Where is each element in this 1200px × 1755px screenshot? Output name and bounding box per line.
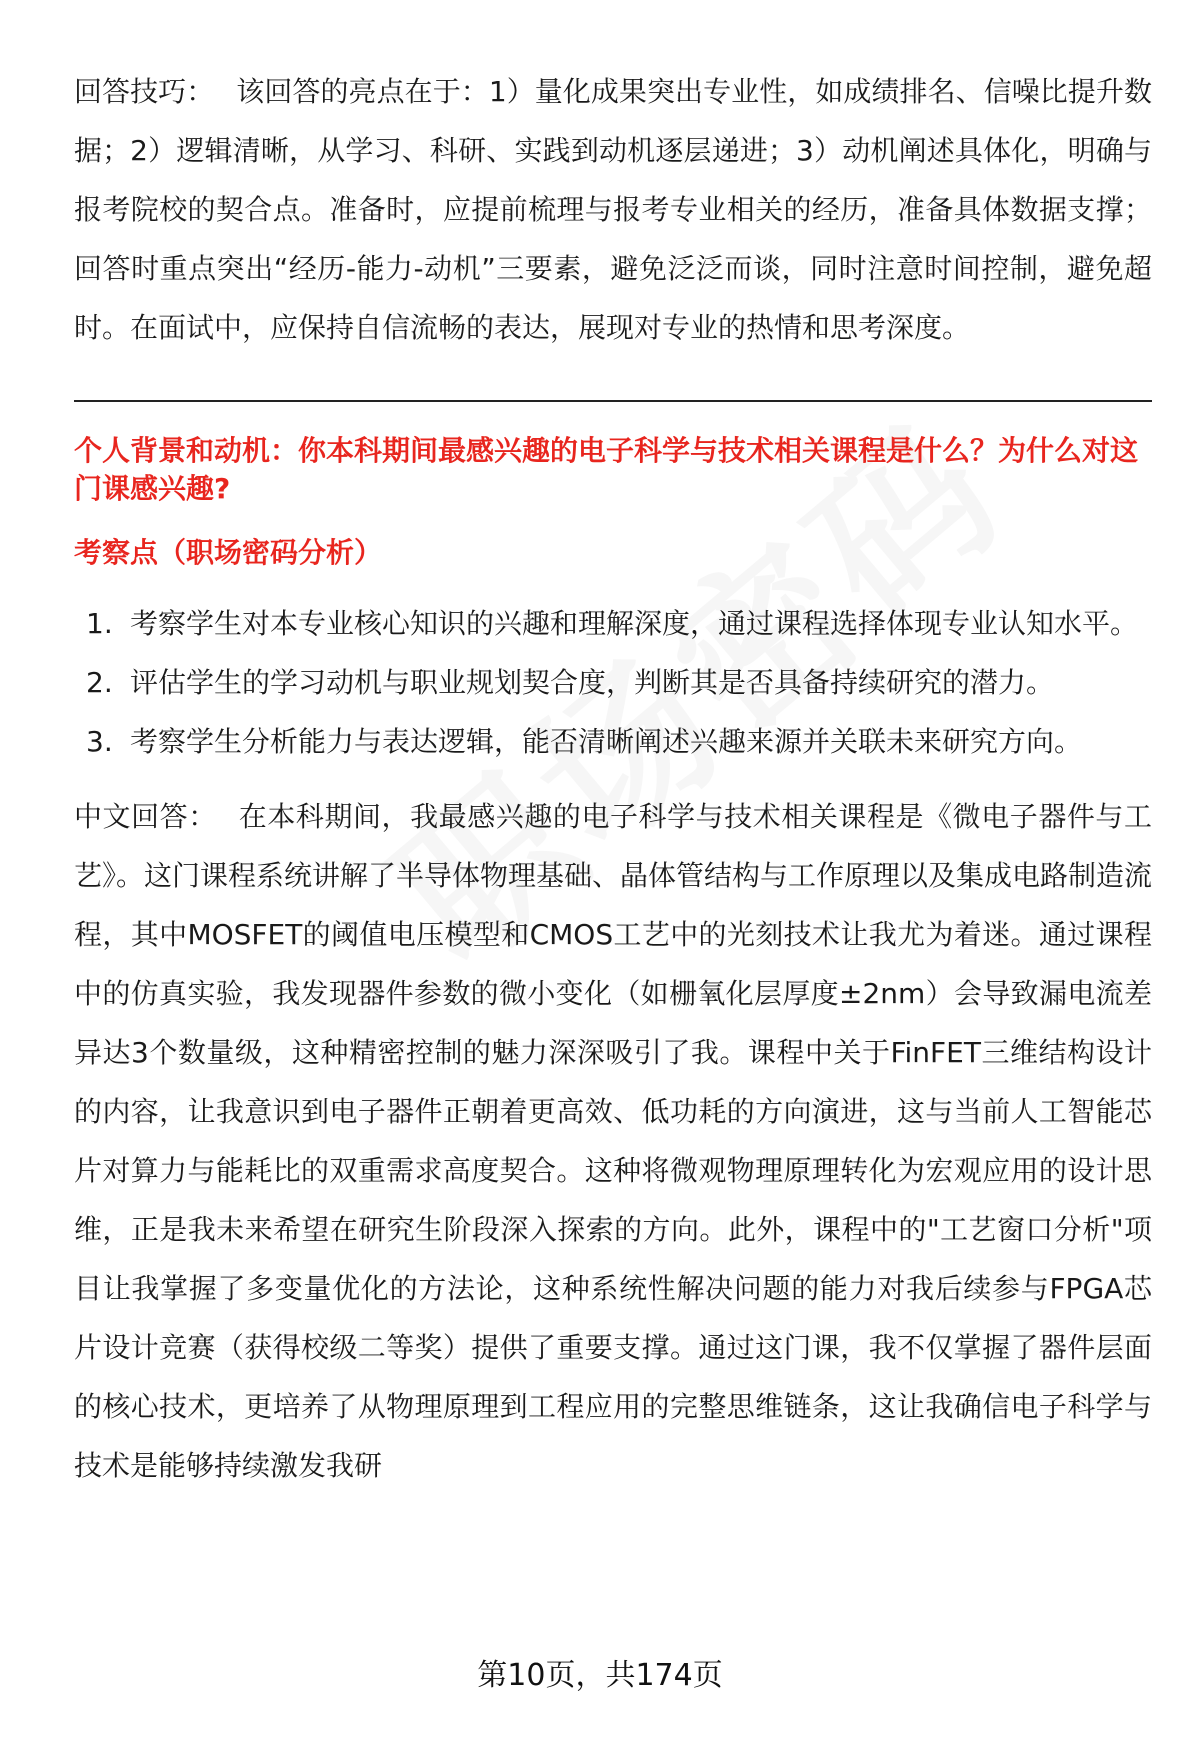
- chinese-answer-text: 在本科期间，我最感兴趣的电子科学与技术相关课程是《微电子器件与工艺》。这门课程系统讲解了半导体物理基础、晶体管结构与工作原理以及集成电路制造流程，其中MOSFET的阈值电压模型和CMOS工艺中的光刻技术让我尤为着迷。通过课程中的仿真实验，我发现器件参数的微小变化（如栅氧化层厚度±2nm）会导致漏电流差异达3个数量级，这种精密控制的魅力深深吸引了我。课程中关于FinFET三维结构设计的内容，让我意识到电子器件正朝着更高效、低功耗的方向演进，这与当前人工智能芯片对算力与能耗比的双重需求高度契合。这种将微观物理原理转化为宏观应用的设计思维，正是我未来希望在研究生阶段深入探索的方向。此外，课程中的"工艺窗口分析"项目让我掌握了多变量优化的方法论，这种系统性解决问题的能力对我后续参与FPGA芯片设计竞赛（获得校级二等奖）提供了重要支撑。通过这门课，我不仅掌握了器件层面的核心技术，更培养了从物理原理到工程应用的完整思维链条，这让我确信电子科学与技术是能够持续激发我研: [74, 800, 1153, 1482]
- assessment-item-number: 3.: [86, 725, 113, 758]
- assessment-item: [74, 712, 1152, 771]
- assessment-item-number: 2.: [86, 666, 113, 699]
- answer-tips-text: 该回答的亮点在于：1）量化成果突出专业性，如成绩排名、信噪比提升数据；2）逻辑清晰，从学习、科研、实践到动机逐层递进；3）动机阐述具体化，明确与报考院校的契合点。准备时，应提前梳理与报考专业相关的经历，准备具体数据支撑；回答时重点突出“经历-能力-动机”三要素，避免泛泛而谈，同时注意时间控制，避免超时。在面试中，应保持自信流畅的表达，展现对专业的热情和思考深度。: [74, 75, 1152, 344]
- assessment-item-number: 1.: [86, 607, 113, 640]
- answer-tips-label: 回答技巧：: [74, 75, 215, 108]
- assessment-item: [74, 594, 1152, 653]
- chinese-answer-paragraph: [74, 787, 1152, 1495]
- assessment-item-text: 考察学生分析能力与表达逻辑，能否清晰阐述兴趣来源并关联未来研究方向。: [130, 725, 1083, 758]
- assessment-item-text: 评估学生的学习动机与职业规划契合度，判断其是否具备持续研究的潜力。: [130, 666, 1055, 699]
- question-heading: 个人背景和动机：你本科期间最感兴趣的电子科学与技术相关课程是什么？为什么对这门课感兴趣?: [74, 434, 1139, 505]
- assessment-list: [74, 594, 1152, 771]
- answer-tips-paragraph: [74, 62, 1152, 357]
- section-divider: [74, 400, 1152, 402]
- chinese-answer-label: 中文回答：: [74, 800, 217, 833]
- page-content: [74, 62, 1152, 1495]
- assessment-heading: 考察点（职场密码分析）: [74, 536, 383, 569]
- assessment-item-text: 考察学生对本专业核心知识的兴趣和理解深度，通过课程选择体现专业认知水平。: [130, 607, 1139, 640]
- page-number-footer: 第10页，共174页: [477, 1658, 723, 1693]
- assessment-item: [74, 653, 1152, 712]
